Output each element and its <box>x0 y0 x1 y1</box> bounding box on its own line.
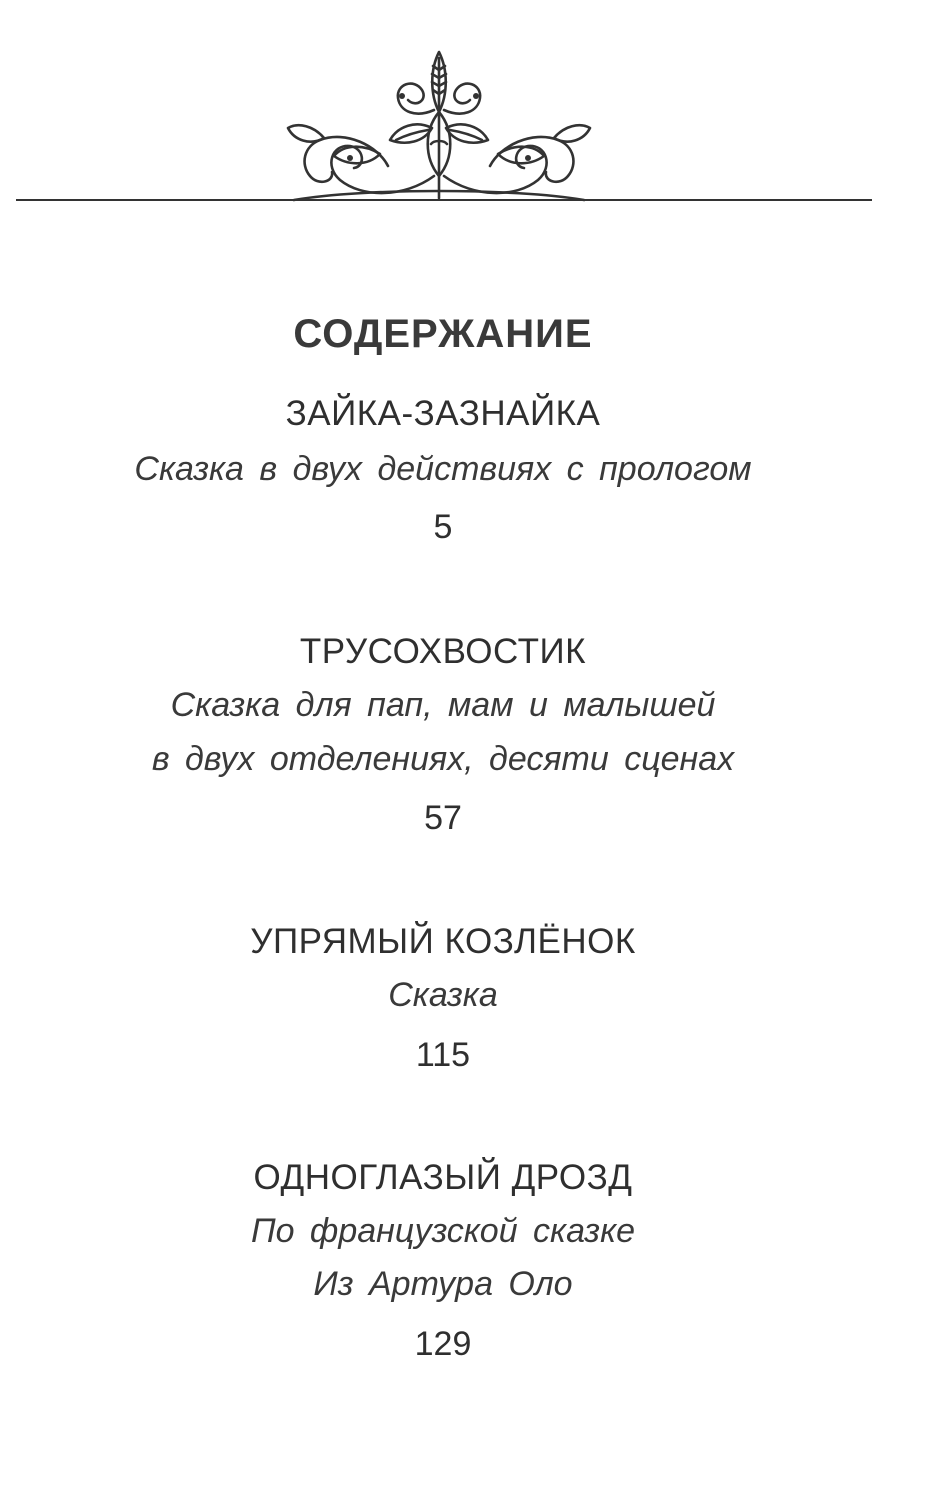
entry-subtitle: Из Артура Оло <box>313 1265 573 1303</box>
entry-title: ТРУСОХВОСТИК <box>299 632 587 671</box>
entry-subtitle: Сказка в двух действиях с прологом <box>134 450 752 488</box>
entry-title: ОДНОГЛАЗЫЙ ДРОЗД <box>253 1158 633 1197</box>
page-title: СОДЕРЖАНИЕ <box>293 312 593 356</box>
entry-subtitle: в двух отделениях, десяти сценах <box>151 740 735 778</box>
entry-subtitle: Сказка <box>388 976 498 1014</box>
entry-page-number: 115 <box>415 1036 471 1074</box>
entry-page-number: 129 <box>414 1325 472 1363</box>
floral-scroll-ornament-icon <box>284 48 594 204</box>
entry-subtitle: Сказка для пап, мам и малышей <box>170 686 716 724</box>
entry-title: ЗАЙКА-ЗАЗНАЙКА <box>285 394 601 433</box>
entry-subtitle: По французской сказке <box>250 1212 636 1250</box>
entry-title: УПРЯМЫЙ КОЗЛЁНОК <box>250 922 636 961</box>
entry-page-number: 57 <box>424 799 462 837</box>
entry-page-number: 5 <box>433 508 453 546</box>
divider-rule <box>16 199 872 201</box>
